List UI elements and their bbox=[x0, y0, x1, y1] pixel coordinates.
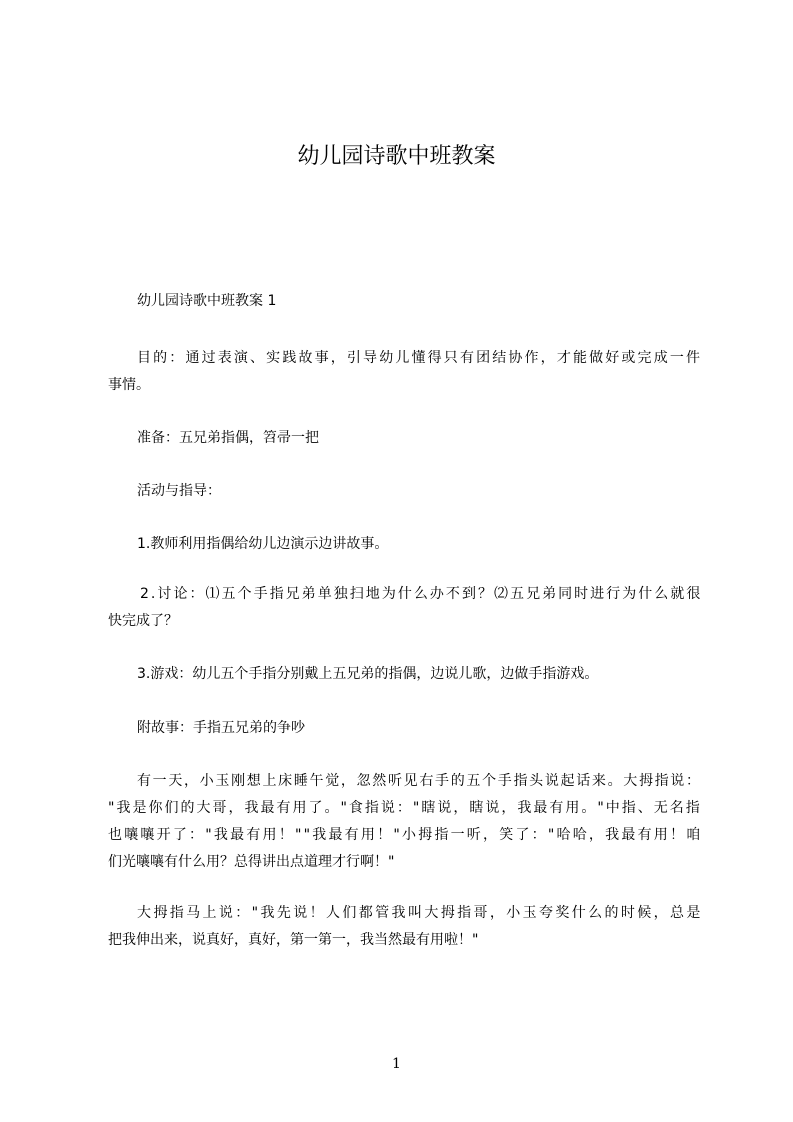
page-number: 1 bbox=[392, 1056, 401, 1072]
paragraph-line: 大拇指马上说："我先说！人们都管我叫大拇指哥，小玉夸奖什么的时候，总是 bbox=[137, 905, 703, 921]
paragraph-line: 事情。 bbox=[108, 377, 150, 393]
paragraph-line: 有一天，小玉刚想上床睡午觉，忽然听见右手的五个手指头说起话来。大拇指说： bbox=[137, 773, 702, 789]
paragraph-line: "我是你们的大哥，我最有用了。"食指说："瞎说，瞎说，我最有用。"中指、无名指 bbox=[108, 800, 702, 816]
paragraph-line: 也嚷嚷开了："我最有用！""我最有用！"小拇指一听，笑了："哈哈，我最有用！咱 bbox=[108, 827, 703, 843]
paragraph-line: 们光嚷嚷有什么用？总得讲出点道理才行啊！" bbox=[108, 854, 395, 870]
paragraph-line: 3.游戏：幼儿五个手指分别戴上五兄弟的指偶，边说儿歌，边做手指游戏。 bbox=[137, 666, 599, 682]
page-title: 幼儿园诗歌中班教案 bbox=[297, 144, 496, 169]
paragraph-line: 附故事：手指五兄弟的争吵 bbox=[137, 720, 305, 736]
paragraph-line: 幼儿园诗歌中班教案 1 bbox=[137, 293, 277, 309]
paragraph-line: 目的：通过表演、实践故事，引导幼儿懂得只有团结协作，才能做好或完成一件 bbox=[137, 350, 703, 366]
paragraph-line: 活动与指导： bbox=[137, 483, 221, 499]
paragraph-line: 1.教师利用指偶给幼儿边演示边讲故事。 bbox=[137, 536, 389, 552]
paragraph-line: 快完成了？ bbox=[108, 613, 178, 629]
paragraph-line: 把我伸出来，说真好，真好，第一第一，我当然最有用啦！" bbox=[108, 932, 479, 948]
paragraph-line: 准备：五兄弟指偶，笤帚一把 bbox=[137, 430, 319, 446]
paragraph-line: 2.讨论：⑴五个手指兄弟单独扫地为什么办不到？⑵五兄弟同时进行为什么就很 bbox=[140, 586, 703, 602]
